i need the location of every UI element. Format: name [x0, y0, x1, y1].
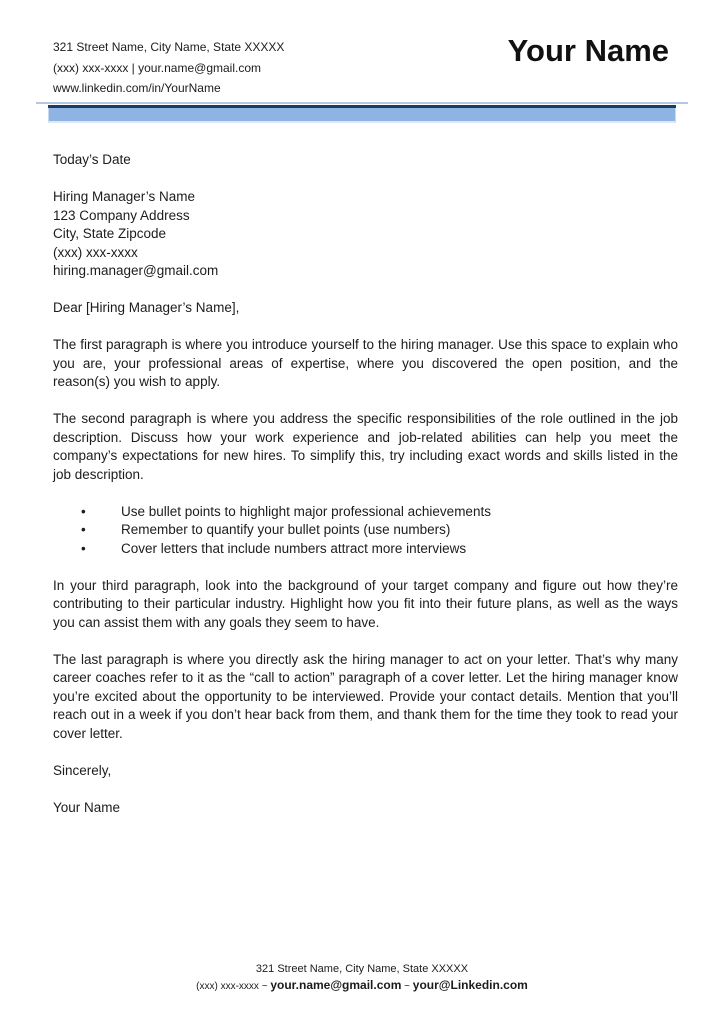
letter-body [53, 151, 678, 836]
bullet-text: Remember to quantify your bullet points (use numbers) [121, 522, 451, 537]
paragraph-1: The first paragraph is where you introduce yourself to the hiring manager. Use this space to explain who you are, your professional areas of expertise, where you discovered the open position, and the reason(s) you wish to apply. [53, 337, 678, 389]
paragraph-2: The second paragraph is where you address the specific responsibilities of the role outlined in the job description. Discuss how your work experience and job-related abilities can help you meet the company’s expectations for new hires. To simplify this, try including exact words and skills listed in the job description. [53, 411, 678, 482]
bullet-icon: • [81, 540, 86, 556]
letter-date: Today’s Date [53, 152, 131, 167]
recipient-city-state: City, State Zipcode [53, 226, 167, 241]
footer-contact-line [0, 977, 724, 995]
header-phone-email: (xxx) xxx-xxxx | your.name@gmail.com [53, 60, 262, 75]
header-address: 321 Street Name, City Name, State XXXXX [53, 40, 285, 54]
salutation: Dear [Hiring Manager’s Name], [53, 300, 240, 315]
bullet-list [53, 503, 678, 559]
bullet-icon: • [81, 522, 86, 537]
footer-address: 321 Street Name, City Name, State XXXXX [255, 963, 469, 975]
page-title: Your Name [507, 33, 669, 68]
closing: Sincerely, [53, 762, 112, 778]
signature-name: Your Name [53, 799, 121, 815]
recipient-block [53, 188, 678, 281]
page-footer [0, 961, 724, 995]
bullet-text: Use bullet points to highlight major professional achievements [121, 503, 491, 519]
footer-separator: ~ [261, 981, 268, 992]
recipient-phone: (xxx) xxx-xxxx [53, 244, 138, 260]
header-contact-block [53, 37, 284, 99]
list-item [53, 540, 678, 559]
recipient-email: hiring.manager@gmail.com [53, 263, 219, 278]
paragraph-3: In your third paragraph, look into the background of your target company and figure out how they’re contributing to their particular industry. Highlight how you fit into their future plans, as well as the ways you can assist them with any goals they seem to have. [53, 577, 678, 630]
bullet-icon: • [81, 503, 86, 519]
header-linkedin-url: www.linkedin.com/in/YourName [53, 81, 221, 95]
divider-blue-bar [48, 108, 676, 123]
footer-phone: (xxx) xxx-xxxx [196, 981, 259, 992]
recipient-address: 123 Company Address [53, 207, 190, 223]
divider-thin-rule [36, 102, 688, 104]
bullet-text: Cover letters that include numbers attract more interviews [121, 540, 467, 556]
paragraph-4: The last paragraph is where you directly ask the hiring manager to act on your letter. That’s why many career coaches refer to it as the “call to action” paragraph of a cover letter. Let the hiring manager know you’re excited about the opportunity to be interviewed. Provide your contact details. Mention that you’ll reach out in a week if you don’t hear back from them, and thank them for the time they took to read your cover letter. [53, 651, 678, 741]
footer-email: your.name@gmail.com [270, 978, 402, 992]
list-item [53, 503, 678, 522]
list-item [53, 521, 678, 540]
recipient-name: Hiring Manager’s Name [53, 189, 196, 204]
footer-separator: ~ [404, 981, 411, 992]
footer-linkedin: your@Linkedin.com [412, 978, 528, 992]
